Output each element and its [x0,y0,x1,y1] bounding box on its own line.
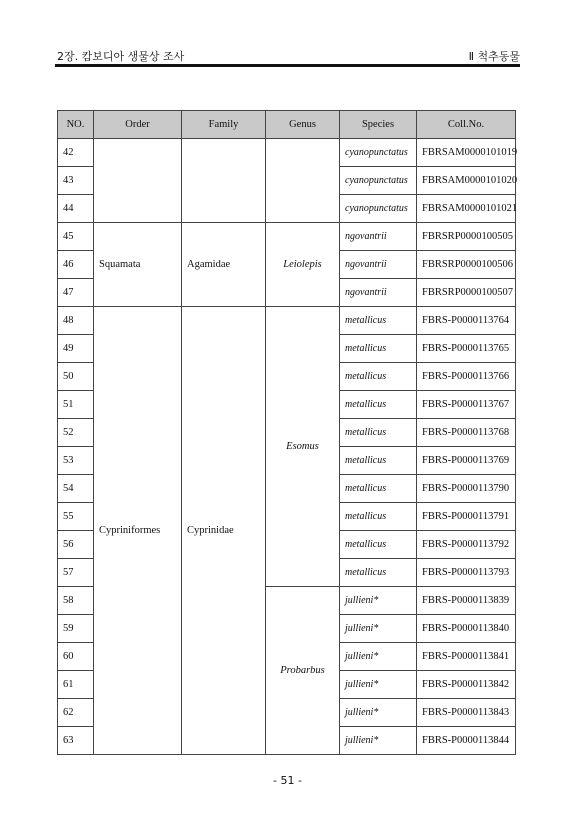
row-species: ngovantrii [340,279,417,307]
row-collno: FBRSAM0000101021 [417,195,516,223]
row-collno: FBRS-P0000113842 [417,671,516,699]
row-species: ngovantrii [340,223,417,251]
row-no: 42 [58,139,94,167]
row-family: Cyprinidae [182,307,266,755]
row-collno: FBRS-P0000113792 [417,531,516,559]
row-no: 50 [58,363,94,391]
row-no: 44 [58,195,94,223]
row-collno: FBRSAM0000101020 [417,167,516,195]
col-header-family: Family [182,111,266,139]
row-family: Agamidae [182,223,266,307]
row-species: ngovantrii [340,251,417,279]
chapter-title: 2장. 캄보디아 생물상 조사 [57,50,185,63]
row-collno: FBRS-P0000113764 [417,307,516,335]
row-no: 45 [58,223,94,251]
table-header-row [58,111,516,139]
table-row [58,223,516,251]
row-collno: FBRS-P0000113843 [417,699,516,727]
row-species: metallicus [340,307,417,335]
row-collno: FBRS-P0000113765 [417,335,516,363]
row-species: jullieni* [340,643,417,671]
row-species: metallicus [340,391,417,419]
row-no: 52 [58,419,94,447]
row-species: metallicus [340,559,417,587]
row-species: metallicus [340,419,417,447]
row-no: 63 [58,727,94,755]
row-collno: FBRSRP0000100507 [417,279,516,307]
row-collno: FBRS-P0000113841 [417,643,516,671]
row-species: cyanopunctatus [340,139,417,167]
row-no: 61 [58,671,94,699]
row-species: jullieni* [340,615,417,643]
page-header [57,45,520,63]
row-collno: FBRS-P0000113791 [417,503,516,531]
row-no: 54 [58,475,94,503]
table-row [58,307,516,335]
row-species: metallicus [340,531,417,559]
row-collno: FBRS-P0000113790 [417,475,516,503]
row-collno: FBRS-P0000113767 [417,391,516,419]
row-no: 43 [58,167,94,195]
row-order: Cypriniformes [94,307,182,755]
row-species: cyanopunctatus [340,195,417,223]
row-no: 62 [58,699,94,727]
row-collno: FBRSRP0000100506 [417,251,516,279]
row-species: metallicus [340,363,417,391]
row-collno: FBRS-P0000113793 [417,559,516,587]
row-collno: FBRS-P0000113769 [417,447,516,475]
row-species: cyanopunctatus [340,167,417,195]
row-no: 47 [58,279,94,307]
col-header-no: NO. [58,111,94,139]
row-no: 58 [58,587,94,615]
row-collno: FBRSRP0000100505 [417,223,516,251]
row-species: metallicus [340,447,417,475]
table-row [58,139,516,167]
row-species: metallicus [340,503,417,531]
row-species: jullieni* [340,727,417,755]
row-species: jullieni* [340,587,417,615]
row-collno: FBRS-P0000113768 [417,419,516,447]
page-number: - 51 - [273,774,302,787]
row-genus [266,139,340,223]
col-header-species: Species [340,111,417,139]
row-collno: FBRS-P0000113844 [417,727,516,755]
row-no: 51 [58,391,94,419]
col-header-genus: Genus [266,111,340,139]
row-species: metallicus [340,475,417,503]
row-no: 49 [58,335,94,363]
row-no: 57 [58,559,94,587]
row-no: 48 [58,307,94,335]
row-no: 55 [58,503,94,531]
row-no: 60 [58,643,94,671]
row-genus: Esomus [266,307,340,587]
row-genus: Leiolepis [266,223,340,307]
row-species: jullieni* [340,699,417,727]
row-species: metallicus [340,335,417,363]
row-no: 46 [58,251,94,279]
row-no: 53 [58,447,94,475]
row-order: Squamata [94,223,182,307]
table-body [58,139,516,755]
section-title: Ⅱ 척추동물 [468,50,520,63]
row-species: jullieni* [340,671,417,699]
row-collno: FBRSAM0000101019 [417,139,516,167]
row-collno: FBRS-P0000113839 [417,587,516,615]
row-order [94,139,182,223]
row-genus: Probarbus [266,587,340,755]
col-header-order: Order [94,111,182,139]
col-header-collno: Coll.No. [417,111,516,139]
header-rule [55,64,520,67]
specimen-table [57,110,516,755]
row-no: 59 [58,615,94,643]
row-collno: FBRS-P0000113766 [417,363,516,391]
row-collno: FBRS-P0000113840 [417,615,516,643]
row-no: 56 [58,531,94,559]
row-family [182,139,266,223]
